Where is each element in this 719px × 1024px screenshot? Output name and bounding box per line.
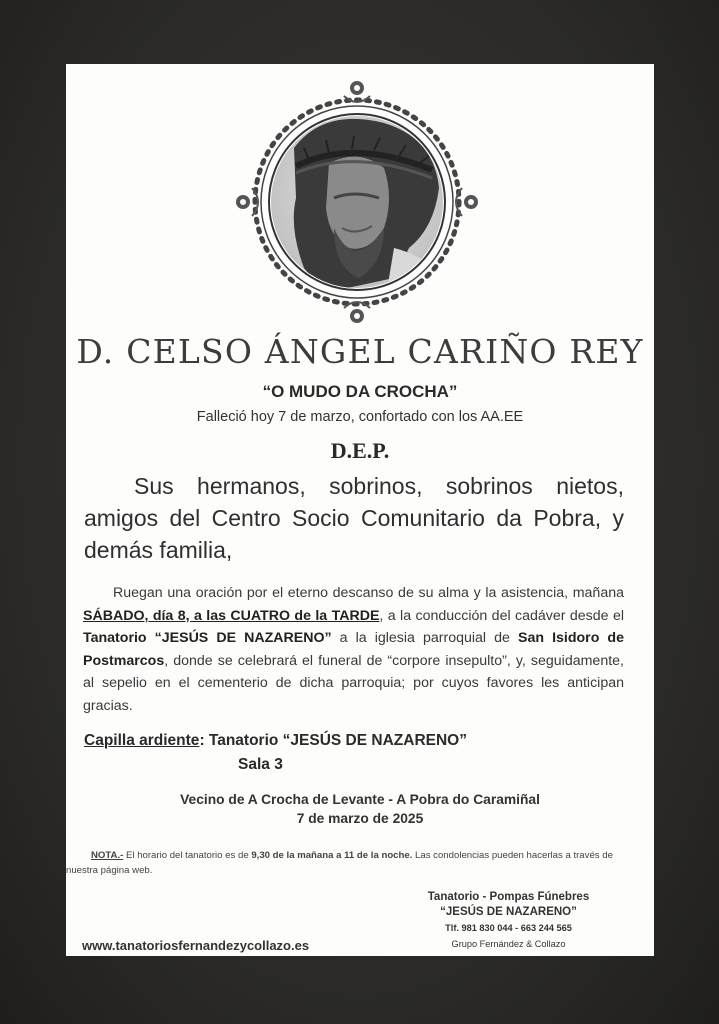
funeral-notice bbox=[66, 64, 654, 956]
note-text-1: El horario del tanatorio es de bbox=[123, 850, 252, 861]
body-text-1: Ruegan una oración por el eterno descanso de su alma y la asistencia, mañana bbox=[113, 585, 624, 601]
death-line: Falleció hoy 7 de marzo, confortado con los AA.EE bbox=[196, 409, 524, 425]
wake-value: : Tanatorio “JESÚS DE NAZARENO” bbox=[199, 732, 467, 749]
note-text-2: Las condolencias pueden hacerlas a través de nuestra página web. bbox=[66, 850, 613, 876]
rip-abbreviation: D.E.P. bbox=[330, 438, 390, 463]
body-text-3: a la iglesia parroquial de bbox=[331, 630, 518, 646]
family-paragraph: Sus hermanos, sobrinos, sobrinos nietos, amigos del Centro Socio Comunitario da Pobra, y demás familia, bbox=[84, 473, 624, 563]
note bbox=[66, 848, 626, 878]
residence: Vecino de A Crocha de Levante - A Pobra do Caramiñal bbox=[180, 792, 540, 807]
room-number: Sala 3 bbox=[238, 756, 283, 773]
tanatorio-name: “JESÚS DE NAZARENO” bbox=[154, 630, 332, 646]
phone-numbers: Tlf. 981 830 044 - 663 244 565 bbox=[445, 923, 572, 933]
christ-medallion-image bbox=[234, 78, 480, 324]
ceremony-paragraph bbox=[83, 582, 624, 717]
group-name: Grupo Fernández & Collazo bbox=[451, 939, 566, 949]
nickname: “O MUDO DA CROCHA” bbox=[262, 382, 458, 401]
body-text-2: , a la conducción del cadáver desde el bbox=[379, 607, 624, 624]
body-text-4: , donde se celebrará el funeral de “corpore insepulto”, y, seguidamente, al sepelio en el cementerio de dicha parroquia; por cuyos favores les anticipan gracias. bbox=[83, 652, 624, 714]
website-link[interactable]: www.tanatoriosfernandezycollazo.es bbox=[82, 938, 310, 953]
church-name: San Isidoro de Postmarcos bbox=[83, 630, 624, 669]
deceased-name: D. CELSO ÁNGEL CARIÑO REY bbox=[76, 332, 644, 371]
funeral-home-block bbox=[396, 890, 621, 952]
note-hours: 9,30 de la mañana a 11 de la noche. bbox=[251, 850, 413, 861]
note-label: NOTA.- bbox=[91, 850, 124, 861]
company-line-2: “JESÚS DE NAZARENO” bbox=[440, 906, 577, 918]
notice-date: 7 de marzo de 2025 bbox=[296, 811, 424, 826]
company-line-1: Tanatorio - Pompas Fúnebres bbox=[427, 891, 590, 903]
wake-location bbox=[84, 732, 467, 750]
residence-block bbox=[66, 790, 654, 828]
ceremony-date-time: SÁBADO, día 8, a las CUATRO de la TARDE bbox=[83, 607, 380, 624]
tanatorio-word: Tanatorio bbox=[83, 630, 147, 646]
wake-label: Capilla ardiente bbox=[84, 732, 200, 749]
